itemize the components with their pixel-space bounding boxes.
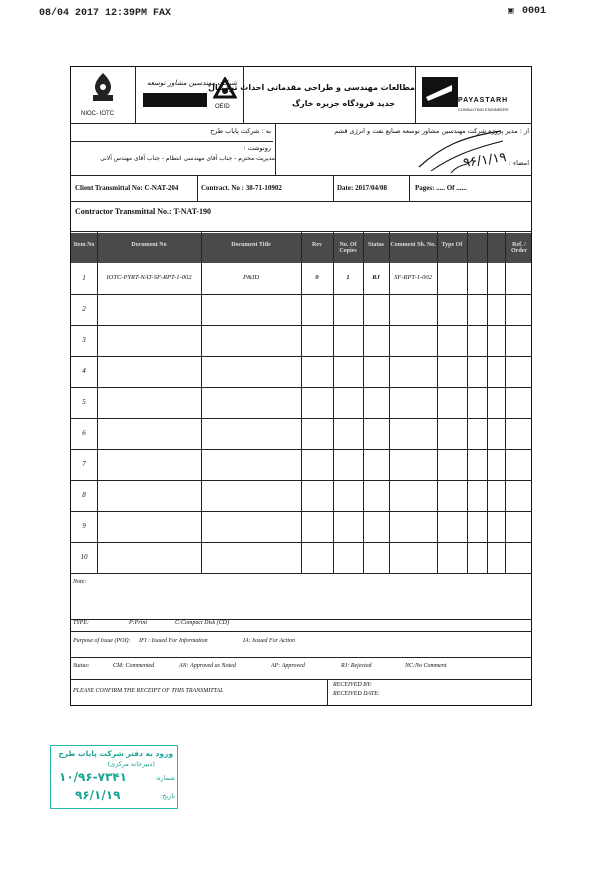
row-doc-no: IOTC-PYRT-NAT-SF-RPT-1-002	[106, 274, 192, 281]
row-item-number: 7	[82, 460, 86, 468]
oeid-logo: شرکت مهندسین مشاور توسعه OEID	[135, 67, 244, 123]
status-label: Status:	[73, 663, 90, 669]
client-transmittal-no: Client Transmittal No: C-NAT-204	[75, 184, 179, 192]
confirm-receipt: PLEASE CONFIRM THE RECEIPT OF THIS TRANSMITTAL	[73, 688, 224, 694]
note-label: Note:	[73, 579, 87, 585]
table-column-divider	[333, 231, 334, 573]
project-title-line1: مطالعات مهندسی و طراحی مقدماتی احداث ترمینال	[208, 83, 415, 92]
table-row-divider	[71, 573, 531, 574]
row-rev: 0	[315, 274, 319, 281]
col-copies: No. Of Copies	[339, 242, 357, 254]
row-item-number: 2	[82, 305, 86, 313]
row-item-number: 5	[82, 398, 86, 406]
status-nc: NC:No Comment	[405, 663, 447, 669]
table-row-divider	[71, 325, 531, 326]
table-column-divider	[201, 231, 202, 573]
received-by: RECEIVED BY:	[333, 682, 372, 688]
status-rj: RJ: Rejected	[341, 663, 372, 669]
transmittal-form	[70, 66, 532, 706]
row-status: RJ	[372, 274, 380, 281]
col-rev: Rev	[312, 242, 322, 248]
row-item-number: 9	[82, 522, 86, 530]
stamp-line1: ورود به دفتر شرکت پایاب طرح	[58, 749, 173, 758]
to-field: به : شرکت پایاب طرح	[210, 127, 271, 135]
fax-page-icon: ▣	[508, 6, 514, 16]
row-title: P&ID	[243, 274, 259, 281]
status-an: AN: Approved as Noted	[179, 663, 236, 669]
payastarh-name: PAYASTARH	[458, 97, 509, 104]
nioc-logo	[71, 67, 136, 123]
signature-label: امضاء :	[508, 159, 529, 167]
table-row-divider	[71, 449, 531, 450]
table-column-divider	[437, 231, 438, 573]
contractor-transmittal-no: Contractor Transmittal No.: T-NAT-190	[75, 207, 211, 216]
payastarh-logo	[415, 67, 533, 123]
from-field: از : مدیر پروژه شرکت مهندسین مشاور توسعه صنایع نفت و انرژی قشم	[334, 127, 529, 135]
project-title-line2: جدید فرودگاه جزیره خارگ	[291, 99, 395, 108]
purpose-ifi: IFI : Issued For Information	[139, 638, 208, 644]
stamp-number-label: شماره:	[155, 774, 175, 782]
cc-recipients: مدیریت محترم - جناب آقای مهندسی انتظام - جناب آقای مهندس آلانی	[100, 155, 275, 162]
table-row-divider	[71, 480, 531, 481]
fax-page-number: 0001	[522, 6, 547, 17]
table-column-divider	[363, 231, 364, 573]
col-type: Type Of	[441, 242, 463, 248]
row-item-number: 3	[82, 336, 86, 344]
table-row-divider	[71, 387, 531, 388]
stamp-number: ۱۰/۹۶-۷۳۴۱	[59, 770, 127, 784]
table-column-divider	[389, 231, 390, 573]
stamp-date-label: تاریخ:	[159, 792, 175, 800]
fax-datetime: 08/04 2017 12:39PM FAX	[39, 8, 172, 19]
col-ref: Ref. / Order	[511, 242, 527, 254]
col-status: Status	[367, 242, 384, 248]
contract-no: Contract. No : 38-71-10902	[201, 184, 282, 192]
row-copies: 1	[346, 274, 350, 281]
table-column-divider	[505, 231, 506, 573]
stamp-line2: (دبیرخانه مرکزی)	[107, 760, 155, 768]
table-row-divider	[71, 294, 531, 295]
table-row-divider	[71, 418, 531, 419]
handwritten-date: ۹۶/۱/۱۹	[462, 150, 508, 171]
receipt-stamp	[50, 745, 178, 809]
transmittal-date: Date: 2017/04/08	[337, 184, 387, 192]
status-ap: AP: Approved	[271, 663, 305, 669]
payastarh-sub: CONSULTING ENGINEERS	[458, 107, 509, 112]
received-date: RECEIVED DATE:	[333, 691, 380, 697]
table-row-divider	[71, 542, 531, 543]
table-column-divider	[467, 231, 468, 573]
col-document-title: Document Title	[231, 242, 271, 248]
pages-count: Pages: ..... Of ......	[415, 184, 467, 192]
row-comment: SF-RPT-1-002	[394, 274, 432, 281]
nioc-caption: NIOC- IOTC	[81, 111, 114, 117]
purpose-label: Purpose of Issue (POI):	[73, 638, 131, 644]
row-item-number: 1	[82, 274, 86, 282]
row-item-number: 6	[82, 429, 86, 437]
type-print: P:Print	[129, 620, 147, 626]
purpose-ia: IA: Issued For Action	[243, 638, 296, 644]
table-column-divider	[301, 231, 302, 573]
table-column-divider	[487, 231, 488, 573]
cc-label: رونوشت :	[243, 144, 271, 152]
row-item-number: 4	[82, 367, 86, 375]
table-row-divider	[71, 511, 531, 512]
row-item-number: 8	[82, 491, 86, 499]
col-comment-sheet: Comment Sh. No.	[390, 242, 436, 248]
type-label: TYPE:	[73, 620, 90, 626]
table-row-divider	[71, 356, 531, 357]
type-cd: C:Compact Disk (CD)	[175, 620, 229, 626]
col-document-no: Document No	[131, 242, 167, 248]
col-item-no: Item No	[73, 242, 95, 248]
row-item-number: 10	[80, 553, 88, 561]
status-cm: CM: Commented	[113, 663, 155, 669]
oeid-caption: OEID	[215, 104, 230, 110]
table-column-divider	[97, 231, 98, 573]
stamp-date: ۹۶/۱/۱۹	[75, 788, 121, 802]
